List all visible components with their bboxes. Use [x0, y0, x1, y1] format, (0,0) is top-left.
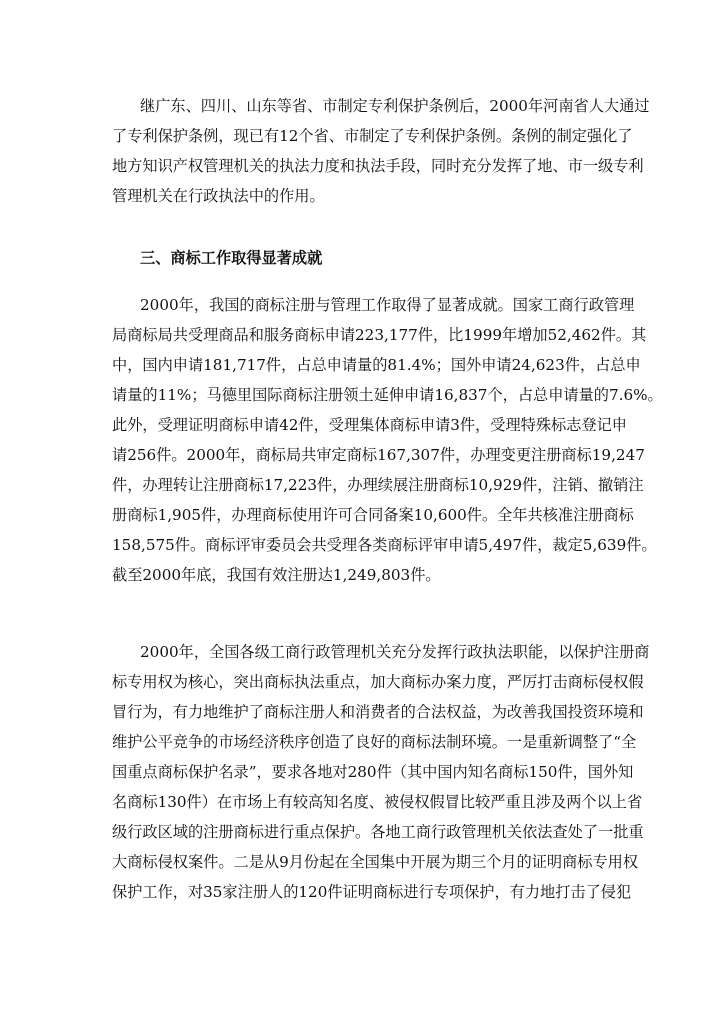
text-line: 2000年，全国各级工商行政管理机关充分发挥行政执法职能，以保护注册商 — [140, 643, 650, 661]
text-line: 大商标侵权案件。二是从9月份起在全国集中开展为期三个月的证明商标专用权 — [112, 853, 639, 871]
text-line: 局商标局共受理商品和服务商标申请223,177件，比1999年增加52,462件。其 — [112, 326, 647, 344]
text-line: 地方知识产权管理机关的执法力度和执法手段，同时充分发挥了地、市一级专利 — [112, 157, 644, 175]
text-line: 级行政区域的注册商标进行重点保护。各地工商行政管理机关依法查处了一批重 — [112, 823, 644, 841]
text-line: 2000年，我国的商标注册与管理工作取得了显著成就。国家工商行政管理 — [140, 296, 635, 314]
text-line: 了专利保护条例，现已有12个省、市制定了专利保护条例。条例的制定强化了 — [112, 127, 633, 145]
text-line: 158,575件。商标评审委员会共受理各类商标评审申请5,497件，裁定5,639件。 — [112, 536, 657, 554]
text-line: 冒行为，有力地维护了商标注册人和消费者的合法权益，为改善我国投资环境和 — [112, 703, 644, 721]
text-line: 此外，受理证明商标申请42件，受理集体商标申请3件，受理特殊标志登记申 — [112, 416, 627, 434]
text-line: 维护公平竞争的市场经济秩序创造了良好的商标法制环境。一是重新调整了“全 — [112, 733, 637, 751]
text-line: 请量的11%；马德里国际商标注册领土延伸申请16,837个，占总申请量的7.6%。 — [112, 386, 663, 404]
text-line: 册商标1,905件，办理商标使用许可合同备案10,600件。全年共核准注册商标 — [112, 506, 634, 524]
text-line: 件，办理转让注册商标17,223件，办理续展注册商标10,929件，注销、撤销注 — [112, 476, 644, 494]
text-line: 请256件。2000年，商标局共审定商标167,307件，办理变更注册商标19,247 — [112, 446, 645, 464]
section-heading: 三、商标工作取得显著成就 — [140, 249, 323, 267]
text-line: 名商标130件）在市场上有较高知名度、被侵权假冒比较严重且涉及两个以上省 — [112, 793, 643, 811]
text-line: 继广东、四川、山东等省、市制定专利保护条例后，2000年河南省人大通过 — [140, 97, 650, 115]
text-line: 管理机关在行政执法中的作用。 — [112, 187, 325, 205]
text-line: 中，国内申请181,717件，占总申请量的81.4%；国外申请24,623件，占总申 — [112, 356, 641, 374]
text-line: 标专用权为核心，突出商标执法重点，加大商标办案力度，严厉打击商标侵权假 — [112, 673, 644, 691]
text-line: 截至2000年底，我国有效注册达1,249,803件。 — [112, 566, 441, 584]
text-line: 保护工作，对35家注册人的120件证明商标进行专项保护，有力地打击了侵犯 — [112, 883, 632, 901]
text-line: 国重点商标保护名录”，要求各地对280件（其中国内知名商标150件，国外知 — [112, 763, 634, 781]
